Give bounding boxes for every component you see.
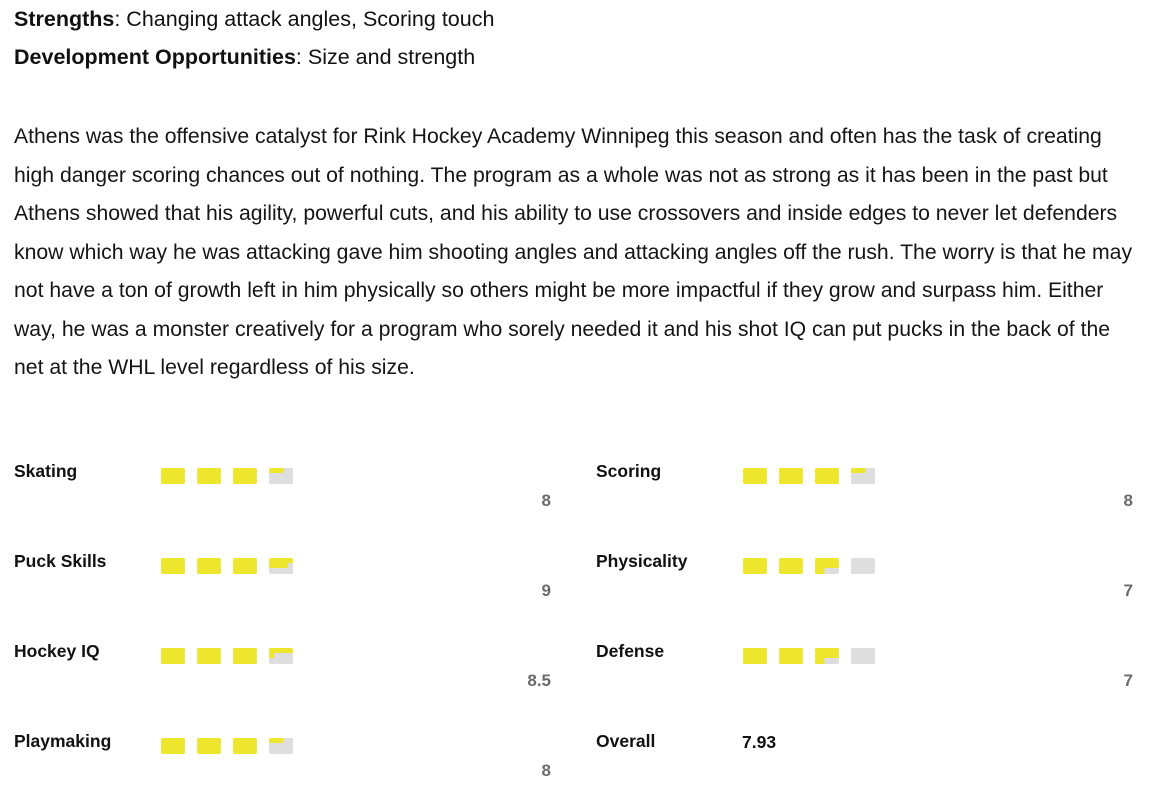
rating-label: Skating — [14, 461, 78, 481]
rating-scoring — [596, 460, 1133, 520]
rating-bar-segment — [269, 748, 293, 754]
rating-bar-segment — [161, 568, 185, 574]
strengths-line — [14, 4, 494, 34]
rating-bar-segment — [779, 568, 803, 574]
rating-bar-segment — [851, 478, 875, 484]
rating-bar-segment — [815, 658, 839, 664]
development-label: Development Opportunities — [14, 45, 296, 69]
rating-bar-segment — [815, 568, 839, 574]
rating-label: Hockey IQ — [14, 641, 100, 661]
rating-value: 9 — [541, 581, 551, 600]
rating-physicality — [596, 550, 1133, 610]
rating-bar-segment — [851, 568, 875, 574]
rating-bar-segment — [197, 478, 221, 484]
rating-bar-segment — [779, 658, 803, 664]
rating-bars — [743, 558, 883, 586]
rating-bar-segment — [815, 478, 839, 484]
rating-skating — [14, 460, 551, 520]
rating-value: 8 — [541, 761, 551, 780]
rating-value: 8 — [541, 491, 551, 510]
rating-defense — [596, 640, 1133, 700]
rating-bar-segment — [743, 658, 767, 664]
rating-bar-segment — [233, 568, 257, 574]
overall-label: Overall — [596, 731, 656, 751]
rating-hockey-iq — [14, 640, 551, 700]
rating-bar-segment — [743, 478, 767, 484]
rating-playmaking — [14, 730, 551, 790]
rating-bar-segment — [197, 658, 221, 664]
rating-bar-segment — [197, 748, 221, 754]
strengths-label: Strengths — [14, 7, 115, 31]
rating-value: 7 — [1123, 671, 1133, 690]
rating-bar-segment — [161, 748, 185, 754]
rating-label: Defense — [596, 641, 665, 661]
rating-bars — [161, 558, 301, 586]
rating-bars — [161, 738, 301, 766]
rating-value: 7 — [1123, 581, 1133, 600]
rating-bar-segment — [269, 568, 293, 574]
rating-label: Physicality — [596, 551, 688, 571]
rating-bars — [743, 648, 883, 676]
development-line — [14, 42, 475, 72]
rating-label: Scoring — [596, 461, 662, 481]
rating-bars — [161, 468, 301, 496]
rating-bar-segment — [269, 658, 293, 664]
rating-bar-segment — [851, 658, 875, 664]
rating-label: Puck Skills — [14, 551, 107, 571]
rating-puck-skills — [14, 550, 551, 610]
rating-overall — [596, 730, 1133, 790]
rating-bar-segment — [779, 478, 803, 484]
rating-bar-segment — [233, 748, 257, 754]
rating-value: 8 — [1123, 491, 1133, 510]
rating-bar-segment — [197, 568, 221, 574]
rating-value: 8.5 — [527, 671, 551, 690]
rating-bars — [743, 468, 883, 496]
overall-value: 7.93 — [742, 732, 777, 752]
rating-bars — [161, 648, 301, 676]
strengths-text: : Changing attack angles, Scoring touch — [114, 7, 495, 31]
development-text: : Size and strength — [295, 45, 476, 69]
rating-bar-segment — [161, 658, 185, 664]
rating-bar-segment — [233, 658, 257, 664]
rating-bar-segment — [233, 478, 257, 484]
scouting-report: Athens was the offensive catalyst for Rink Hockey Academy Winnipeg this season and often has the task of creating high danger scoring chances out of nothing. The program as a whole was not as strong as it has been in the past but Athens showed that his agility, powerful cuts, and his ability to use crossovers and inside edges to never let defenders know which way he was attacking gave him shooting angles and attacking angles off the rush. The worry is that he may not have a ton of growth left in him physically so others might be more impactful if they grow and surpass him. Either way, he was a monster creatively for a program who sorely needed it and his shot IQ can put pucks in the back of the net at the WHL level regardless of his size. — [14, 125, 1133, 379]
rating-bar-segment — [269, 478, 293, 484]
rating-bar-segment — [161, 478, 185, 484]
rating-bar-segment — [743, 568, 767, 574]
rating-label: Playmaking — [14, 731, 112, 751]
